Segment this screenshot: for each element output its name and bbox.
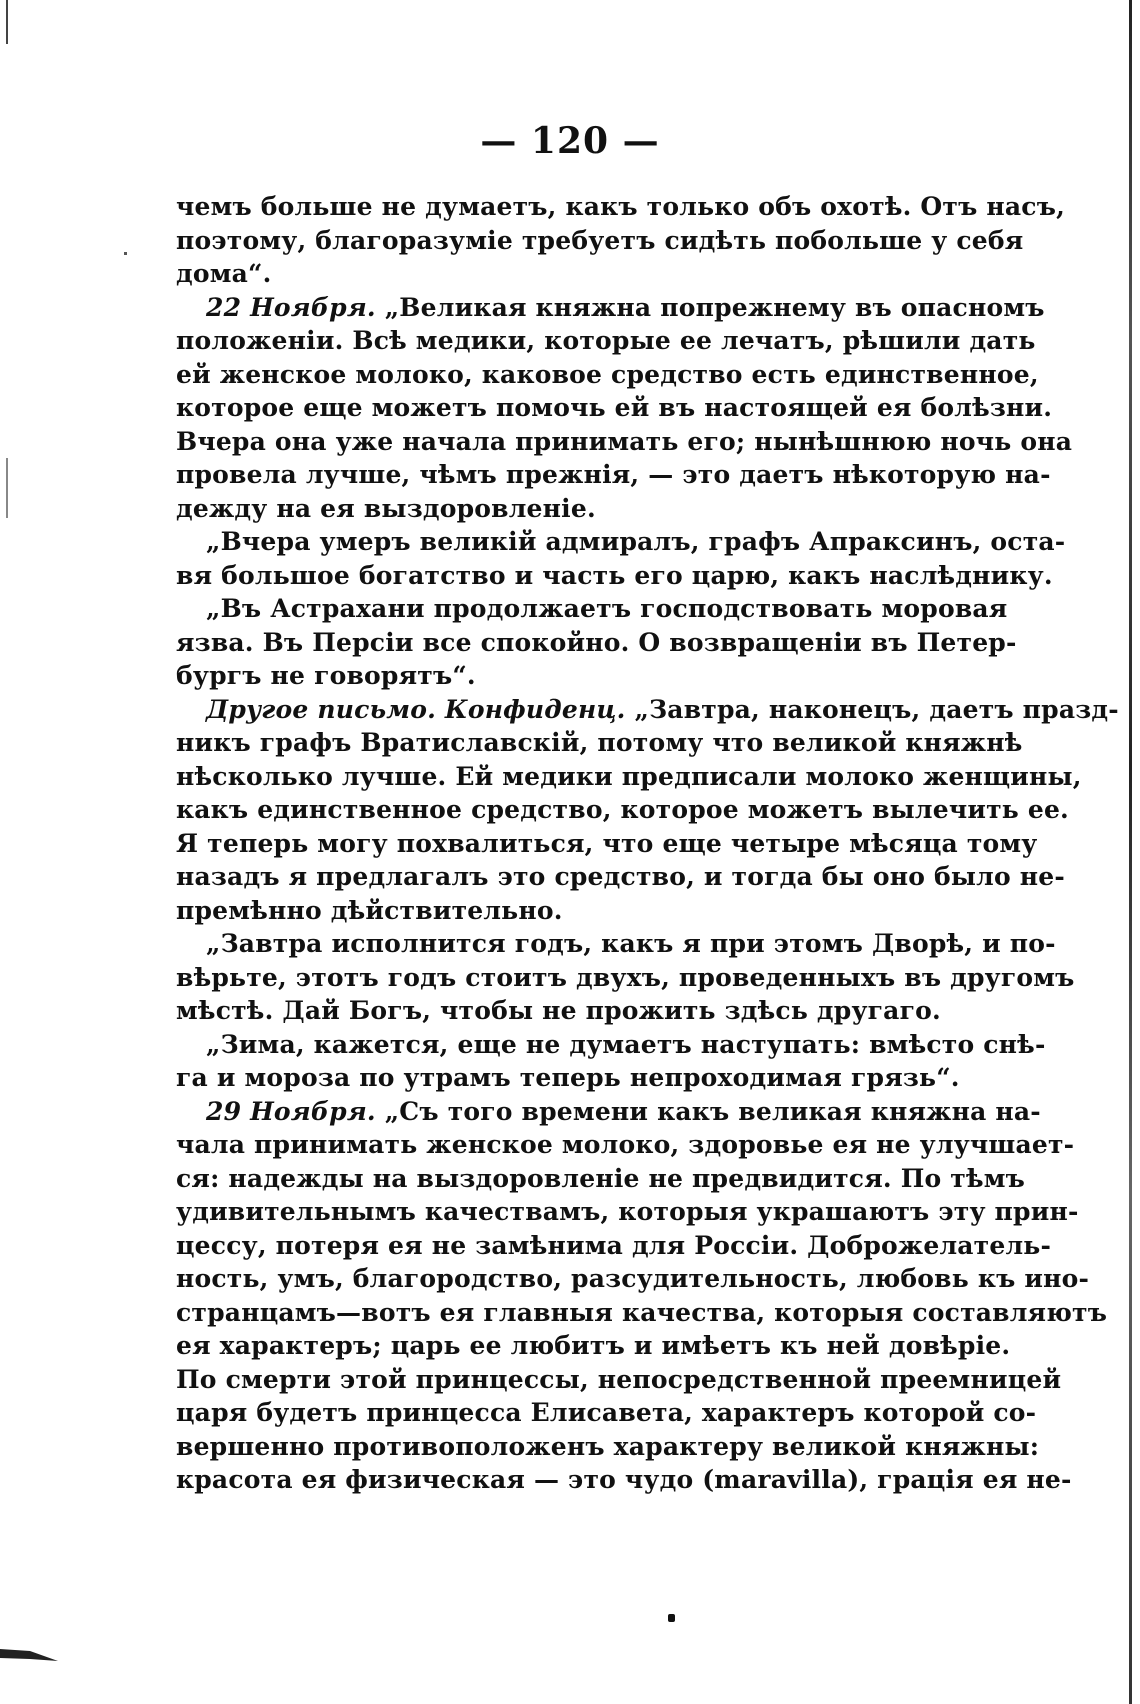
text-line: нѣсколько лучше. Ей медики предписали молоко женщины,: [176, 761, 1082, 791]
text-line: 29 Ноября. „Съ того времени какъ великая княжна на-: [206, 1096, 1041, 1126]
page-edge-shadow: [1129, 0, 1132, 1704]
text-line: ея характеръ; царь ее любитъ и имѣетъ къ ней довѣріе.: [176, 1331, 1011, 1360]
date-heading: 22 Ноября.: [206, 292, 376, 322]
date-heading: 29 Ноября.: [206, 1096, 376, 1126]
text-line: никъ графъ Вратиславскій, потому что великой княжнѣ: [176, 728, 1023, 757]
text-line: „Завтра исполнится годъ, какъ я при этомъ Дворѣ, и по-: [206, 929, 1056, 958]
text-line: странцамъ—вотъ ея главныя качества, которыя составляютъ: [176, 1297, 1108, 1327]
text-line: вершенно противоположенъ характеру великой княжны:: [176, 1431, 1040, 1461]
text-line: вя большое богатство и часть его царю, какъ наслѣднику.: [176, 560, 1053, 590]
body-text: [176, 190, 1119, 1497]
text-line: красота ея физическая — это чудо (maravilla), грація ея не-: [176, 1465, 1072, 1494]
text-line: удивительнымъ качествамъ, которыя украшаютъ эту прин-: [176, 1197, 1079, 1226]
text-line: какъ единственное средство, которое можетъ вылечить ее.: [176, 795, 1069, 824]
text-line: царя будетъ принцесса Елисавета, характеръ которой со-: [176, 1398, 1037, 1427]
text-line: цессу, потеря ея не замѣнима для Россіи. Доброжелатель-: [176, 1230, 1052, 1260]
text-line: чемъ больше не думаетъ, какъ только объ охотѣ. Отъ насъ,: [176, 192, 1065, 221]
text-line: поэтому, благоразуміе требуетъ сидѣть побольше у себя: [176, 225, 1024, 255]
text-line: га и мороза по утрамъ теперь непроходимая грязь“.: [176, 1063, 960, 1092]
text-line: назадъ я предлагалъ это средство, и тогда бы оно было не-: [176, 862, 1065, 891]
date-heading: Другое письмо. Конфиденц.: [206, 694, 626, 724]
text-line: „Въ Астрахани продолжаетъ господствовать моровая: [206, 594, 1008, 623]
text-line: чала принимать женское молоко, здоровье ея не улучшает-: [176, 1130, 1075, 1159]
scan-edge-mark: [6, 458, 8, 518]
ink-dot: [668, 1614, 675, 1622]
scan-corner-mark: [0, 1645, 60, 1663]
text-line: премѣнно дѣйствительно.: [176, 895, 563, 925]
scan-edge-mark: [6, 0, 8, 44]
text-line: язва. Въ Персіи все спокойно. О возвращеніи въ Петер-: [176, 627, 1017, 657]
text-line: положеніи. Всѣ медики, которые ее лечатъ, рѣшили дать: [176, 326, 1036, 355]
text-line: мѣстѣ. Дай Богъ, чтобы не прожить здѣсь другаго.: [176, 996, 941, 1025]
text-line: Вчера она уже начала принимать его; нынѣшнюю ночь она: [176, 426, 1073, 456]
text-line: дежду на ея выздоровленіе.: [176, 493, 596, 523]
text-line: Я теперь могу похвалиться, что еще четыре мѣсяца тому: [176, 828, 1038, 858]
text-line: провела лучше, чѣмъ прежнія, — это даетъ нѣкоторую на-: [176, 460, 1051, 489]
text-line: вѣрьте, этотъ годъ стоитъ двухъ, проведенныхъ въ другомъ: [176, 962, 1075, 992]
text-line: „Вчера умеръ великій адмиралъ, графъ Апраксинъ, оста-: [206, 527, 1066, 556]
scan-speck: [124, 252, 127, 255]
text-line: 22 Ноября. „Великая княжна попрежнему въ опасномъ: [206, 292, 1045, 322]
text-line: ся: надежды на выздоровленіе не предвидится. По тѣмъ: [176, 1163, 1026, 1193]
text-line: бургъ не говорятъ“.: [176, 661, 476, 690]
text-line: По смерти этой принцессы, непосредственной преемницей: [176, 1364, 1062, 1394]
text-line: ей женское молоко, каковое средство есть единственное,: [176, 359, 1039, 389]
text-line: ность, умъ, благородство, разсудительность, любовь къ ино-: [176, 1264, 1090, 1293]
text-line: дома“.: [176, 259, 272, 288]
text-line: которое еще можетъ помочь ей въ настоящей ея болѣзни.: [176, 393, 1053, 422]
page-number: — 120 —: [480, 120, 660, 162]
text-line: Другое письмо. Конфиденц. „Завтра, наконецъ, даетъ празд-: [206, 694, 1119, 724]
text-line: „Зима, кажется, еще не думаетъ наступать: вмѣсто снѣ-: [206, 1029, 1046, 1059]
